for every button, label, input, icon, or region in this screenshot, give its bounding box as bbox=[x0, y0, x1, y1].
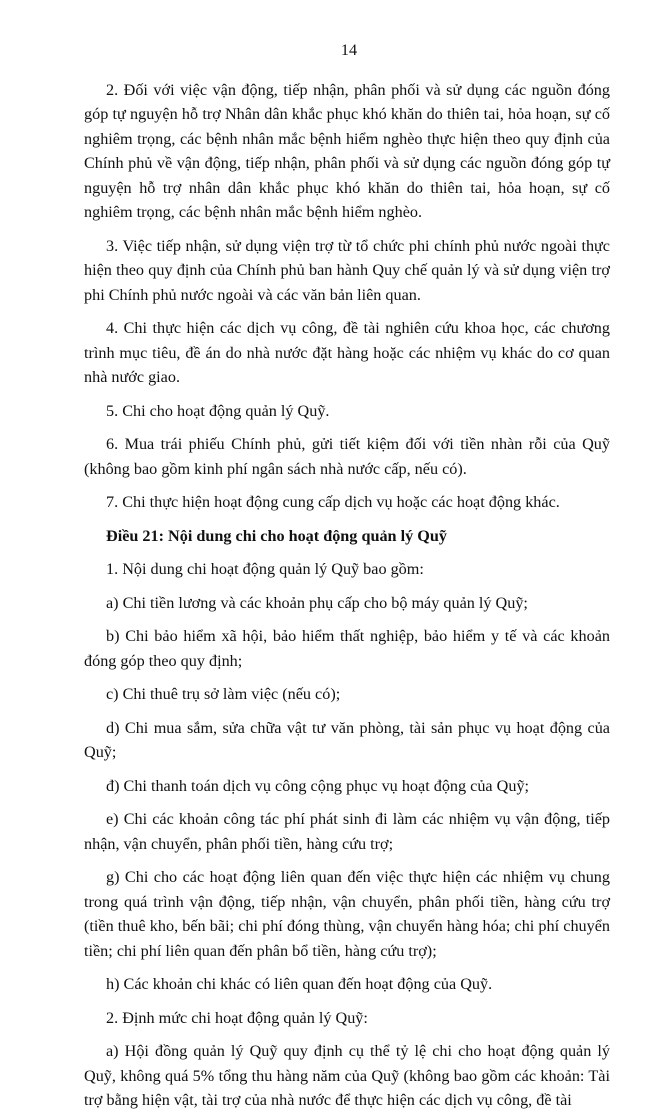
paragraph-point-a: a) Chi tiền lương và các khoản phụ cấp cho bộ máy quản lý Quỹ; bbox=[106, 593, 528, 612]
paragraph-point-d: d) Chi mua sắm, sửa chữa vật tư văn phòng, tài sản phục vụ hoạt động của Quỹ; bbox=[84, 718, 610, 761]
paragraph-point-dd: đ) Chi thanh toán dịch vụ công cộng phục vụ hoạt động của Quỹ; bbox=[106, 776, 530, 795]
paragraph-clause-1: 1. Nội dung chi hoạt động quản lý Quỹ bao gồm: bbox=[106, 560, 424, 578]
paragraph-point-h: h) Các khoản chi khác có liên quan đến hoạt động của Quỹ. bbox=[106, 975, 493, 993]
paragraph-item-6: 6. Mua trái phiếu Chính phủ, gửi tiết kiệm đối với tiền nhàn rỗi của Quỹ (không bao gồm kinh phí ngân sách nhà nước cấp, nếu có). bbox=[84, 435, 610, 478]
paragraph-item-4: 4. Chi thực hiện các dịch vụ công, đề tài nghiên cứu khoa học, các chương trình mục tiêu, đề án do nhà nước đặt hàng hoặc các nhiệm vụ khác do cơ quan nhà nước giao. bbox=[84, 319, 610, 386]
document-body bbox=[84, 78, 610, 1113]
paragraph-point-c: c) Chi thuê trụ sở làm việc (nếu có); bbox=[106, 685, 341, 703]
paragraph-point-e: e) Chi các khoản công tác phí phát sinh đi làm các nhiệm vụ vận động, tiếp nhận, vận chuyển, phân phối tiền, hàng cứu trợ; bbox=[84, 810, 610, 853]
paragraph-clause-2-point-a: a) Hội đồng quản lý Quỹ quy định cụ thể tỷ lệ chi cho hoạt động quản lý Quỹ, không quá 5% tổng thu hàng năm của Quỹ (không bao gồm các khoản: Tài trợ bằng hiện vật, tài trợ của nhà nước để thực hiện các dịch vụ công, đề tài bbox=[84, 1042, 610, 1109]
paragraph-item-3: 3. Việc tiếp nhận, sử dụng viện trợ từ tổ chức phi chính phủ nước ngoài thực hiện theo quy định của Chính phủ ban hành Quy chế quản lý và sử dụng viện trợ phi Chính phủ nước ngoài và các văn bản liên quan. bbox=[84, 236, 610, 304]
paragraph-clause-2: 2. Định mức chi hoạt động quản lý Quỹ: bbox=[106, 1008, 368, 1027]
paragraph-point-g: g) Chi cho các hoạt động liên quan đến việc thực hiện các nhiệm vụ chung trong quá trình vận động, tiếp nhận, vận chuyển, phân phối tiền, hàng cứu trợ (tiền thuê kho, bến bãi; chi phí đóng thùng, vận chuyển hàng hóa; chi phí chuyển tiền; chi phí liên quan đến phân bổ tiền, hàng cứu trợ); bbox=[84, 868, 610, 960]
page-number: 14 bbox=[340, 41, 358, 59]
paragraph-item-7: 7. Chi thực hiện hoạt động cung cấp dịch vụ hoặc các hoạt động khác. bbox=[106, 493, 560, 511]
article-21-heading: Điều 21: Nội dung chi cho hoạt động quản lý Quỹ bbox=[106, 526, 447, 545]
paragraph-item-2: 2. Đối với việc vận động, tiếp nhận, phân phối và sử dụng các nguồn đóng góp tự nguyện hỗ trợ Nhân dân khắc phục khó khăn do thiên tai, hỏa hoạn, sự cố nghiêm trọng, các bệnh nhân mắc bệnh hiểm nghèo thực hiện theo quy định của Chính phủ về vận động, tiếp nhận, phân phối và sử dụng các nguồn đóng góp tự nguyện hỗ trợ nhân dân khắc phục khó khăn do thiên tai, hỏa hoạn, sự cố nghiêm trọng, các bệnh nhân mắc bệnh hiểm nghèo. bbox=[84, 80, 610, 221]
paragraph-point-b: b) Chi bảo hiểm xã hội, bảo hiểm thất nghiệp, bảo hiểm y tế và các khoản đóng góp theo quy định; bbox=[84, 627, 610, 670]
paragraph-item-5: 5. Chi cho hoạt động quản lý Quỹ. bbox=[106, 401, 330, 420]
